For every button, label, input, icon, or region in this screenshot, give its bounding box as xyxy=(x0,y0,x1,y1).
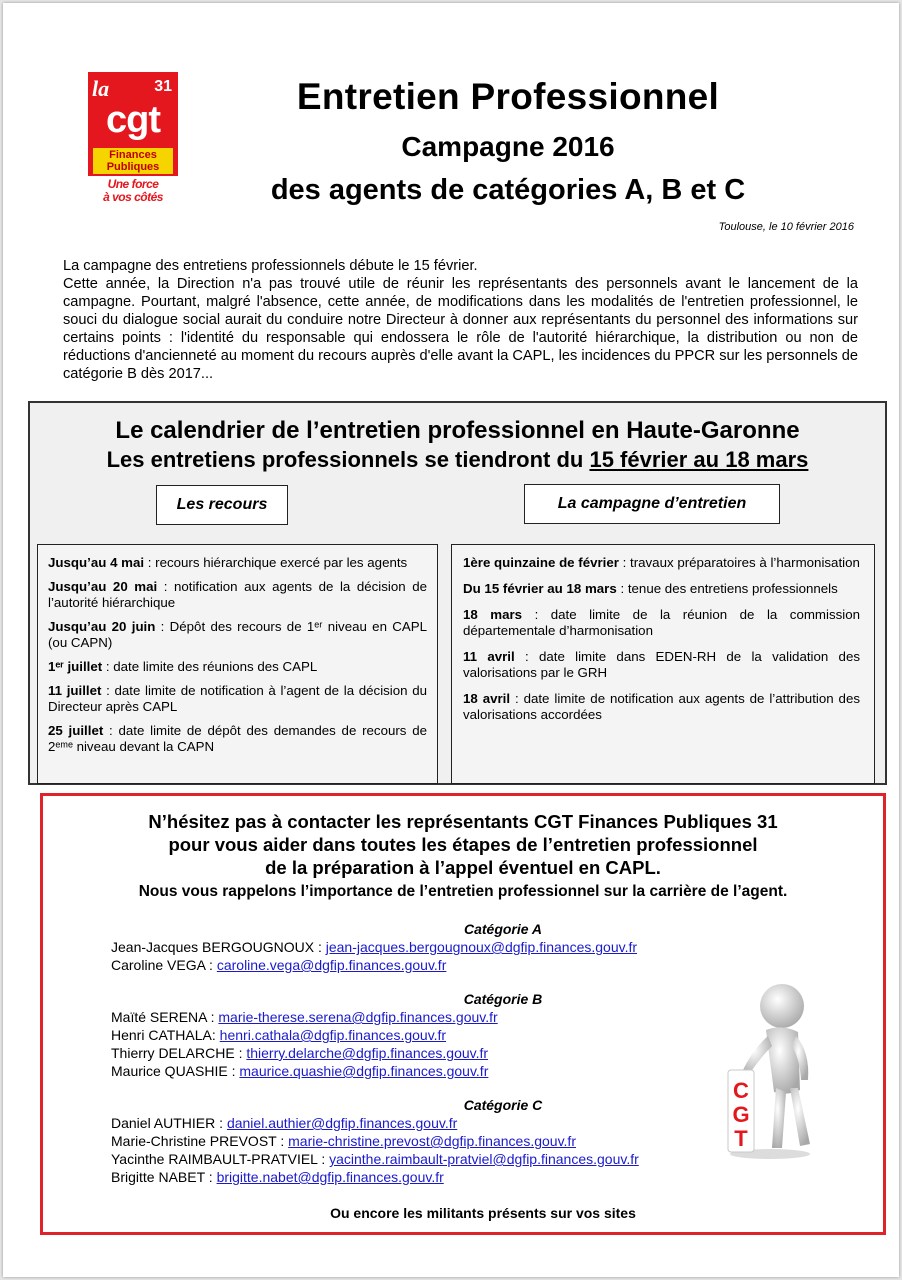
logo-slogan-line1: Une force xyxy=(107,177,159,191)
contact-heading xyxy=(43,810,883,879)
contact-name: Daniel AUTHIER : xyxy=(111,1115,227,1131)
email-link[interactable]: maurice.quashie@dgfip.finances.gouv.fr xyxy=(239,1063,489,1079)
figure-letter: G xyxy=(732,1102,750,1127)
campagne-text: : date limite dans EDEN-RH de la validation des valorisations par le GRH xyxy=(463,649,860,680)
campagne-date: 11 avril xyxy=(463,649,515,664)
calendar-box xyxy=(28,401,887,785)
recours-item xyxy=(48,659,427,675)
campagne-item xyxy=(463,691,860,723)
email-link[interactable]: thierry.delarche@dgfip.finances.gouv.fr xyxy=(246,1045,489,1061)
contact-name: Caroline VEGA : xyxy=(111,957,217,973)
logo-cgt: cgt xyxy=(106,99,160,141)
label-campagne: La campagne d’entretien xyxy=(524,484,780,524)
contact-line-2: pour vous aider dans toutes les étapes de l’entretien professionnel xyxy=(168,834,758,855)
contact-line-1: N’hésitez pas à contacter les représentants CGT Finances Publiques 31 xyxy=(148,811,778,832)
contact-row xyxy=(43,956,883,974)
logo-slogan-line2: à vos côtés xyxy=(103,190,163,204)
email-link[interactable]: marie-therese.serena@dgfip.finances.gouv.fr xyxy=(218,1009,498,1025)
contact-name: Yacinthe RAIMBAULT-PRATVIEL : xyxy=(111,1151,330,1167)
campagne-item xyxy=(463,555,860,571)
recours-item xyxy=(48,723,427,755)
calendar-title: Le calendrier de l’entretien professionnel en Haute-Garonne xyxy=(115,417,800,444)
document-date: Toulouse, le 10 février 2016 xyxy=(718,221,854,233)
category-b-title: Catégorie B xyxy=(463,991,543,1007)
document-page xyxy=(3,3,899,1277)
intro-paragraph-1: La campagne des entretiens professionnels débute le 15 février. xyxy=(63,258,478,274)
recours-item xyxy=(48,619,427,651)
contact-name: Jean-Jacques BERGOUGNOUX : xyxy=(111,939,326,955)
contact-name: Brigitte NABET : xyxy=(111,1169,217,1185)
contact-outro: Ou encore les militants présents sur vos sites xyxy=(330,1205,636,1221)
category-c-title: Catégorie C xyxy=(463,1097,543,1113)
figure-letter: C xyxy=(733,1078,749,1103)
figure-letter: T xyxy=(734,1126,748,1151)
recours-date: Jusqu’au 20 mai xyxy=(48,579,158,594)
recours-text: : date limite de notification à l’agent de la décision du Directeur après CAPL xyxy=(48,683,427,714)
contact-name: Thierry DELARCHE : xyxy=(111,1045,247,1061)
contact-name: Henri CATHALA: xyxy=(111,1027,220,1043)
campagne-column xyxy=(451,544,875,784)
recours-item xyxy=(48,683,427,715)
campagne-text: : date limite de la réunion de la commission départementale d’harmonisation xyxy=(463,607,860,638)
recours-date: Jusqu’au 4 mai xyxy=(48,555,145,570)
contact-row xyxy=(43,1168,883,1186)
campagne-date: 18 avril xyxy=(463,691,511,706)
campagne-date: 18 mars xyxy=(463,607,523,622)
cgt-mascot-figure-icon xyxy=(708,980,828,1160)
recours-date: 1ᵉʳ juillet xyxy=(48,659,103,674)
calendar-subtitle xyxy=(30,446,885,474)
document-subtitle-2: des agents de catégories A, B et C xyxy=(270,174,746,206)
label-recours: Les recours xyxy=(156,485,288,525)
recours-date: Jusqu’au 20 juin xyxy=(48,619,156,634)
intro-paragraph-2: Cette année, la Direction n'a pas trouvé utile de réunir les représentants des personnels avant le lancement de la campagne. Pourtant, malgré l'absence, cette année, de modifications dans les modalités de l'entretien professionnel, le souci du dialogue social aurait du conduire notre Directeur à donner aux représentants du personnel des informations sur certains points : l'identité du responsable qui endossera le rôle de l'autorité hiérarchique, la distribution ou non de réductions d'ancienneté au moment du recours auprès d'elle avant la CAPL, les incidences du PPCR sur les personnels de catégorie B dès 2017... xyxy=(63,276,858,382)
recours-column xyxy=(37,544,438,784)
recours-date: 25 juillet xyxy=(48,723,104,738)
cgt-logo xyxy=(88,72,178,208)
contact-name: Maïté SERENA : xyxy=(111,1009,219,1025)
recours-item xyxy=(48,555,427,571)
campagne-date: Du 15 février au 18 mars xyxy=(463,581,617,596)
category-a-title: Catégorie A xyxy=(463,921,543,937)
intro-text xyxy=(63,257,858,383)
recours-text: : date limite de dépôt des demandes de recours de 2ᵉᵐᵉ niveau devant la CAPN xyxy=(48,723,427,754)
email-link[interactable]: daniel.authier@dgfip.finances.gouv.fr xyxy=(226,1115,458,1131)
campagne-text: : tenue des entretiens professionnels xyxy=(616,581,838,596)
recours-text: : date limite des réunions des CAPL xyxy=(102,659,318,674)
campagne-item xyxy=(463,649,860,681)
recours-text: : recours hiérarchique exercé par les agents xyxy=(144,555,408,570)
calendar-subtitle-dates: 15 février au 18 mars xyxy=(589,447,809,472)
campagne-date: 1ère quinzaine de février xyxy=(463,555,619,570)
email-link[interactable]: jean-jacques.bergougnoux@dgfip.finances.gouv.fr xyxy=(325,939,638,955)
logo-number: 31 xyxy=(154,78,172,95)
logo-slogan xyxy=(90,178,176,204)
logo-la: la xyxy=(92,76,110,101)
recours-item xyxy=(48,579,427,611)
recours-text: : Dépôt des recours de 1ᵉʳ niveau en CAPL (ou CAPN) xyxy=(48,619,427,650)
contact-box xyxy=(40,793,886,1235)
email-link[interactable]: henri.cathala@dgfip.finances.gouv.fr xyxy=(219,1027,447,1043)
document-subtitle: Campagne 2016 xyxy=(401,131,615,162)
campagne-item xyxy=(463,581,860,597)
email-link[interactable]: yacinthe.raimbault-pratviel@dgfip.finances.gouv.fr xyxy=(329,1151,639,1167)
email-link[interactable]: caroline.vega@dgfip.finances.gouv.fr xyxy=(216,957,447,973)
contact-row xyxy=(43,938,883,956)
contact-line-4: Nous vous rappelons l’importance de l’entretien professionnel sur la carrière de l’agent. xyxy=(138,883,788,900)
campagne-text: : date limite de notification aux agents de l’attribution des valorisations accordées xyxy=(463,691,860,722)
logo-finances-publiques: Finances Publiques xyxy=(93,148,173,174)
email-link[interactable]: marie-christine.prevost@dgfip.finances.gouv.fr xyxy=(288,1133,576,1149)
contact-name: Marie-Christine PREVOST : xyxy=(111,1133,289,1149)
category-a-section xyxy=(43,920,883,974)
recours-text: : notification aux agents de la décision de l’autorité hiérarchique xyxy=(48,579,427,610)
document-title: Entretien Professionnel xyxy=(296,76,720,117)
contact-name: Maurice QUASHIE : xyxy=(111,1063,240,1079)
campagne-text: : travaux préparatoires à l’harmonisation xyxy=(618,555,860,570)
calendar-subtitle-prefix: Les entretiens professionnels se tiendront du xyxy=(106,447,590,472)
recours-date: 11 juillet xyxy=(48,683,102,698)
campagne-item xyxy=(463,607,860,639)
email-link[interactable]: brigitte.nabet@dgfip.finances.gouv.fr xyxy=(216,1169,444,1185)
contact-line-3: de la préparation à l’appel éventuel en CAPL. xyxy=(265,857,661,878)
